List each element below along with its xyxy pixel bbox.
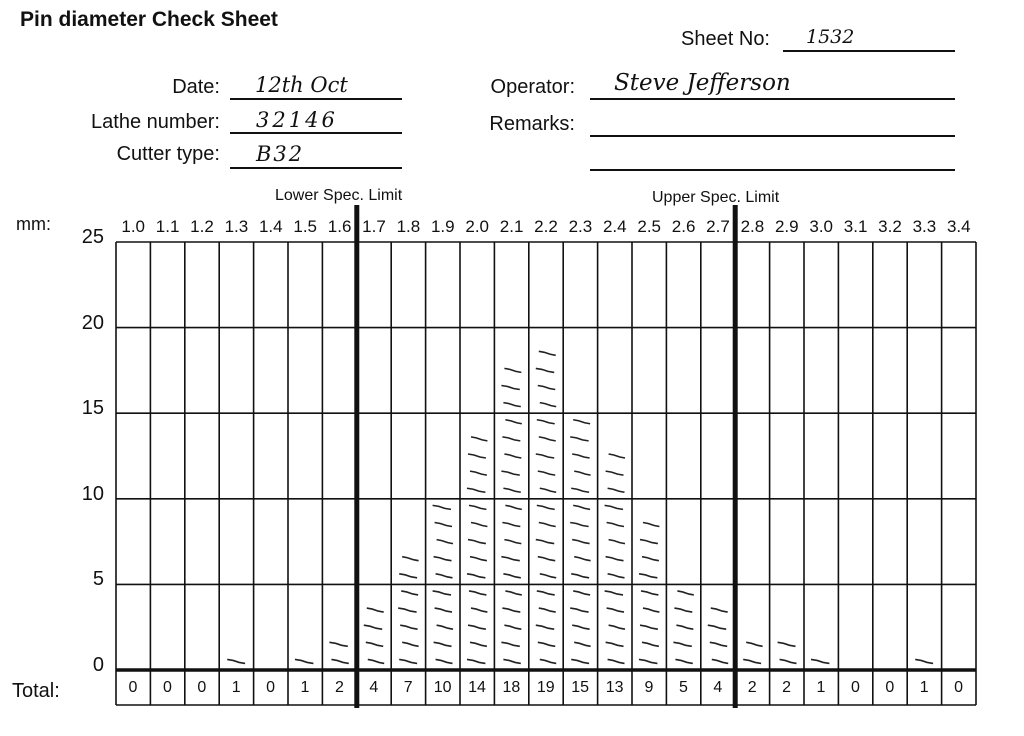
tally-mark [570,522,588,526]
tally-mark [402,642,418,646]
total-cell: 4 [369,679,379,696]
tally-mark [573,591,590,595]
tally-mark [536,368,554,372]
tally-mark [435,608,452,612]
tally-mark [571,574,589,578]
tally-mark [571,659,589,663]
unit-label: mm: [16,214,51,234]
tally-mark [467,488,485,492]
tally-mark [469,505,486,509]
tally-mark [539,437,556,441]
tally-mark [366,642,383,646]
x-tick-label: 2.2 [534,217,558,236]
tally-mark [574,642,590,646]
tally-mark [437,625,453,629]
x-tick-label: 2.6 [671,217,696,236]
total-cell: 0 [954,679,964,696]
tally-mark [435,522,452,526]
tally-mark [536,454,554,458]
tally-mark [504,368,521,372]
total-cell: 7 [403,679,413,696]
x-tick-label: 1.7 [362,217,386,236]
tally-mark [675,659,692,663]
x-tick-label: 2.3 [568,217,593,236]
tally-mark [505,420,521,424]
date-label: Date: [172,76,220,98]
tally-mark [468,454,486,458]
total-cell: 1 [300,679,310,696]
y-tick-label: 25 [81,226,104,248]
total-cell: 2 [334,679,344,696]
tally-mark [471,522,487,526]
tally-mark [608,488,625,492]
cutter-label: Cutter type: [116,143,220,165]
tally-mark [606,471,624,475]
cutter-value[interactable]: B32 [256,142,305,166]
tally-mark [503,574,520,578]
tally-mark [540,574,556,578]
tally-mark [677,591,693,595]
sheet-title: Pin diameter Check Sheet [20,8,278,31]
remarks-label: Remarks: [489,113,575,135]
tally-mark [640,540,658,544]
tally-mark [712,659,728,663]
tally-mark [574,557,590,561]
tally-mark [471,608,487,612]
tally-mark [574,471,590,475]
y-tick-label: 15 [81,397,104,420]
tally-mark [639,659,657,663]
total-cell: 19 [536,679,555,696]
operator-label: Operator: [490,76,575,98]
tally-mark [402,557,418,561]
tally-mark [227,659,245,663]
tally-mark [537,505,555,509]
total-cell: 5 [678,679,688,696]
x-tick-label: 2.7 [706,217,730,236]
y-tick-label: 0 [92,654,104,676]
total-cell: 4 [713,679,723,696]
tally-mark [540,488,556,492]
total-cell: 14 [468,679,486,696]
tally-mark [643,608,659,612]
tally-mark [504,625,521,629]
x-tick-label: 2.1 [499,217,524,236]
upper-spec-label: Upper Spec. Limit [652,189,780,206]
total-cell: 1 [919,679,929,696]
tally-mark [399,574,417,578]
tally-mark [469,591,486,595]
tally-mark [505,505,521,509]
tally-mark [572,540,589,544]
tally-mark [639,574,657,578]
tally-mark [503,488,520,492]
tally-mark [570,437,588,441]
tally-mark [401,591,418,595]
x-tick-label: 1.8 [396,217,421,236]
total-cell: 0 [128,679,138,696]
tally-mark [502,522,520,526]
tally-mark [605,591,623,595]
tally-mark [400,625,417,629]
tally-mark [398,608,416,612]
tally-mark [437,540,453,544]
tally-mark [504,540,521,544]
x-tick-label: 2.4 [602,217,627,236]
tally-mark [467,659,485,663]
tally-mark [573,505,590,509]
tally-mark [538,642,555,646]
tally-mark [607,608,624,612]
tally-mark [501,642,519,646]
tally-mark [642,557,659,561]
sheet-no-value[interactable]: 1532 [806,26,855,48]
tally-mark [539,522,556,526]
tally-mark [572,625,589,629]
tally-mark [295,659,313,663]
tally-mark [539,351,556,355]
tally-mark [503,403,520,407]
x-tick-label: 1.9 [430,217,455,236]
tally-mark [743,659,761,663]
tally-mark [746,642,762,646]
tally-mark [537,591,555,595]
total-cell: 0 [850,679,860,696]
tally-mark [433,505,451,509]
x-tick-label: 3.3 [912,217,937,236]
tally-mark [470,471,487,475]
total-cell: 0 [162,679,172,696]
total-cell: 1 [231,679,241,696]
tally-mark [434,557,452,561]
tally-mark [673,642,691,646]
x-tick-label: 1.4 [258,217,283,236]
total-cell: 2 [782,679,792,696]
tally-mark [538,471,555,475]
y-tick-label: 20 [81,311,104,334]
tally-mark [573,420,590,424]
total-cell: 2 [747,679,757,696]
total-cell: 1 [816,679,826,696]
tally-mark [915,659,933,663]
tally-mark [540,403,556,407]
total-cell: 18 [502,679,521,696]
tally-mark [502,608,520,612]
lathe-value[interactable]: 32146 [256,108,338,132]
tally-mark [468,540,486,544]
tally-mark [399,659,417,663]
x-tick-label: 1.6 [327,217,352,236]
tally-mark [436,659,453,663]
x-tick-label: 3.0 [809,217,833,236]
tally-mark [640,625,658,629]
tally-mark [778,642,796,646]
tally-mark [572,454,589,458]
tally-mark [434,642,452,646]
tally-mark [708,625,726,629]
tally-mark [470,642,487,646]
tally-mark [609,454,625,458]
tally-mark [501,557,519,561]
tally-mark [331,659,348,663]
tally-mark [642,642,659,646]
tally-mark [609,625,625,629]
tally-mark [470,557,487,561]
tally-mark [436,574,453,578]
tally-mark [502,437,520,441]
tally-mark [606,642,624,646]
tally-mark [811,659,829,663]
x-tick-label: 2.9 [774,217,799,236]
tally-mark [606,557,624,561]
x-tick-label: 2.0 [465,217,489,236]
tally-mark [609,540,625,544]
tally-mark [364,625,382,629]
tally-mark [433,591,451,595]
tally-mark [608,659,625,663]
x-tick-label: 1.0 [121,217,145,236]
tally-mark [504,454,521,458]
tally-mark [608,574,625,578]
y-tick-label: 10 [81,482,104,505]
tally-mark [368,659,384,663]
sheet-no-label: Sheet No: [681,28,770,50]
operator-value[interactable]: Steve Jefferson [614,70,791,96]
tally-mark [536,625,554,629]
tally-mark [467,574,485,578]
tally-mark [540,659,556,663]
tally-mark [468,625,486,629]
tally-mark [570,608,588,612]
total-cell: 10 [433,679,452,696]
total-cell: 0 [885,679,895,696]
tally-mark [674,608,692,612]
tally-mark [643,522,659,526]
x-tick-label: 3.1 [843,217,868,236]
tally-mark [367,608,384,612]
tally-mark [607,522,624,526]
tally-mark [711,608,728,612]
x-tick-label: 1.1 [155,217,180,236]
tally-mark [501,386,519,390]
x-tick-label: 1.3 [224,217,249,236]
tally-mark [536,540,554,544]
x-tick-label: 2.8 [740,217,765,236]
tally-mark [537,420,555,424]
tally-mark [501,471,519,475]
tally-mark [571,488,589,492]
total-cell: 15 [571,679,590,696]
total-cell: 0 [266,679,276,696]
tally-mark [538,386,555,390]
total-cell: 9 [644,679,654,696]
y-tick-label: 5 [92,568,104,591]
x-tick-label: 1.5 [293,217,317,236]
tally-mark [471,437,487,441]
x-tick-label: 3.4 [946,217,971,236]
tally-mark [780,659,797,663]
tally-mark [605,505,623,509]
date-value[interactable]: 12th Oct [255,73,348,97]
tally-mark [505,591,521,595]
tally-mark [503,659,520,663]
x-tick-label: 3.2 [878,217,902,236]
total-cell: 13 [605,679,624,696]
tally-mark [329,642,347,646]
total-label: Total: [12,680,60,702]
tally-mark [676,625,693,629]
lathe-label: Lathe number: [91,111,220,133]
tally-mark [641,591,658,595]
lower-spec-label: Lower Spec. Limit [275,187,403,204]
total-cell: 0 [197,679,207,696]
tally-mark [538,557,555,561]
tally-mark [539,608,556,612]
x-tick-label: 1.2 [190,217,214,236]
tally-mark [710,642,727,646]
x-tick-label: 2.5 [637,217,661,236]
